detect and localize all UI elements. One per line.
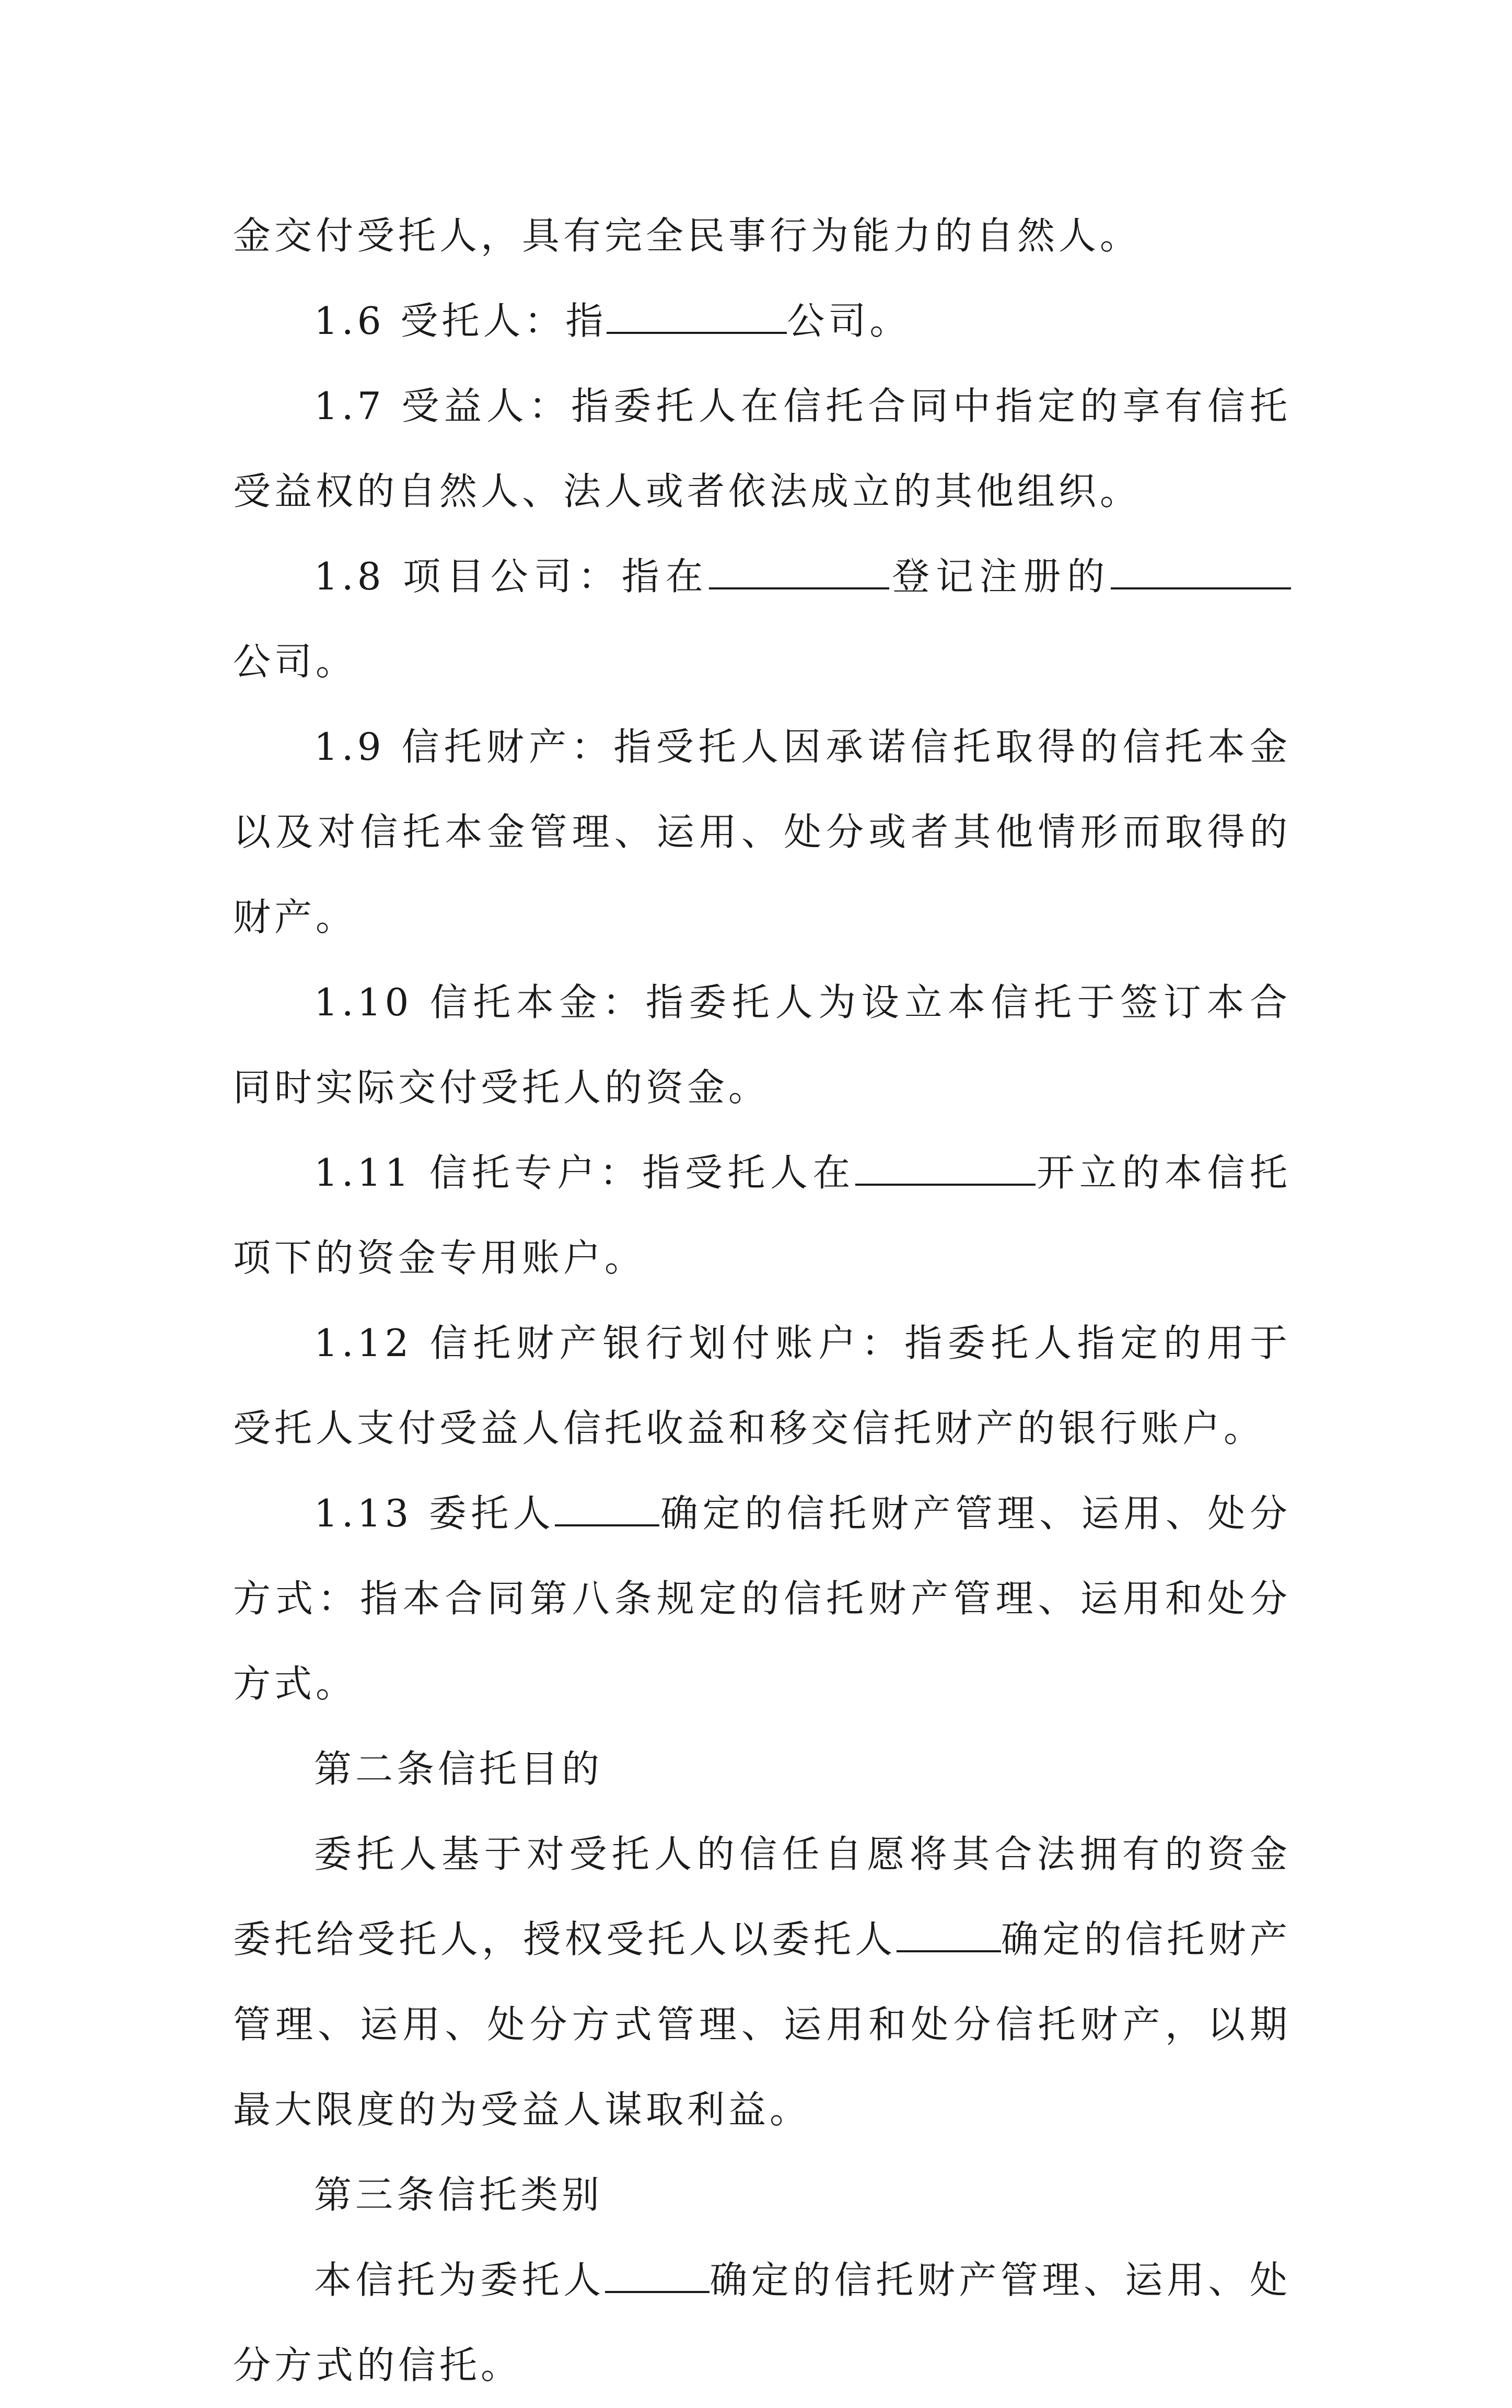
article-3-text: 本信托为委托人 [314, 2258, 605, 2302]
blank-field-designation-2 [897, 1918, 1001, 1952]
blank-field-trustee-name [607, 299, 787, 334]
clause-1-11-text: 1.11 信托专户：指受托人在 [314, 1151, 855, 1195]
contract-body [233, 193, 1291, 2408]
article-2-body [233, 1812, 1291, 2152]
clause-1-9-trust-property: 1.9 信托财产：指受托人因承诺信托取得的信托本金以及对信托本金管理、运用、处分或者其他情形而取得的财产。 [233, 725, 1291, 939]
blank-field-bank-name [855, 1151, 1036, 1186]
clause-1-6-text: 1.6 受托人：指 [314, 299, 607, 343]
clause-1-8-text-middle: 登记注册的 [889, 554, 1111, 598]
article-3-text-end: 确定的信托财产管理、运用、处分方式的信托。 [233, 2258, 1291, 2387]
clause-1-13-text: 1.13 委托人 [314, 1491, 555, 1535]
clause-1-7-beneficiary: 1.7 受益人：指委托人在信托合同中指定的享有信托受益权的自然人、法人或者依法成立的其他组织。 [233, 384, 1291, 513]
clause-1-6-text-end: 公司。 [787, 299, 911, 343]
article-3-heading: 第三条信托类别 [314, 2173, 603, 2217]
clause-1-8-text-end: 公司。 [233, 640, 357, 684]
clause-1-10-trust-principal: 1.10 信托本金：指委托人为设立本信托于签订本合同时实际交付受托人的资金。 [233, 980, 1291, 1109]
clause-1-11-text-end: 开立的本信托项下的资金专用账户。 [233, 1151, 1291, 1280]
blank-field-registration-place [709, 555, 889, 589]
clause-1-8-text: 1.8 项目公司：指在 [314, 554, 710, 598]
blank-field-company-name [1111, 555, 1291, 589]
article-2-heading: 第二条信托目的 [314, 1747, 603, 1791]
article-2-text: 委托人基于对受托人的信任自愿将其合法拥有的资金委托给受托人，授权受托人以委托人 [233, 1832, 1291, 1961]
clause-1-12-bank-transfer-account: 1.12 信托财产银行划付账户：指委托人指定的用于受托人支付受益人信托收益和移交信托财产的银行账户。 [233, 1321, 1291, 1450]
clause-1-8-project-company [233, 534, 1291, 704]
blank-field-designation [555, 1492, 659, 1526]
article-2-text-end: 确定的信托财产管理、运用、处分方式管理、运用和处分信托财产，以期最大限度的为受益人谋取利益。 [233, 1917, 1291, 2132]
clause-1-11-trust-account [233, 1130, 1291, 1301]
clause-1-13-management-method [233, 1471, 1291, 1727]
blank-field-designation-3 [605, 2259, 710, 2293]
clause-1-13-text-end: 确定的信托财产管理、运用、处分方式：指本合同第八条规定的信托财产管理、运用和处分方式。 [233, 1491, 1291, 1706]
paragraph-continuation: 金交付受托人，具有完全民事行为能力的自然人。 [233, 214, 1142, 258]
clause-1-6-trustee [233, 279, 1291, 364]
article-3-body [233, 2238, 1291, 2408]
